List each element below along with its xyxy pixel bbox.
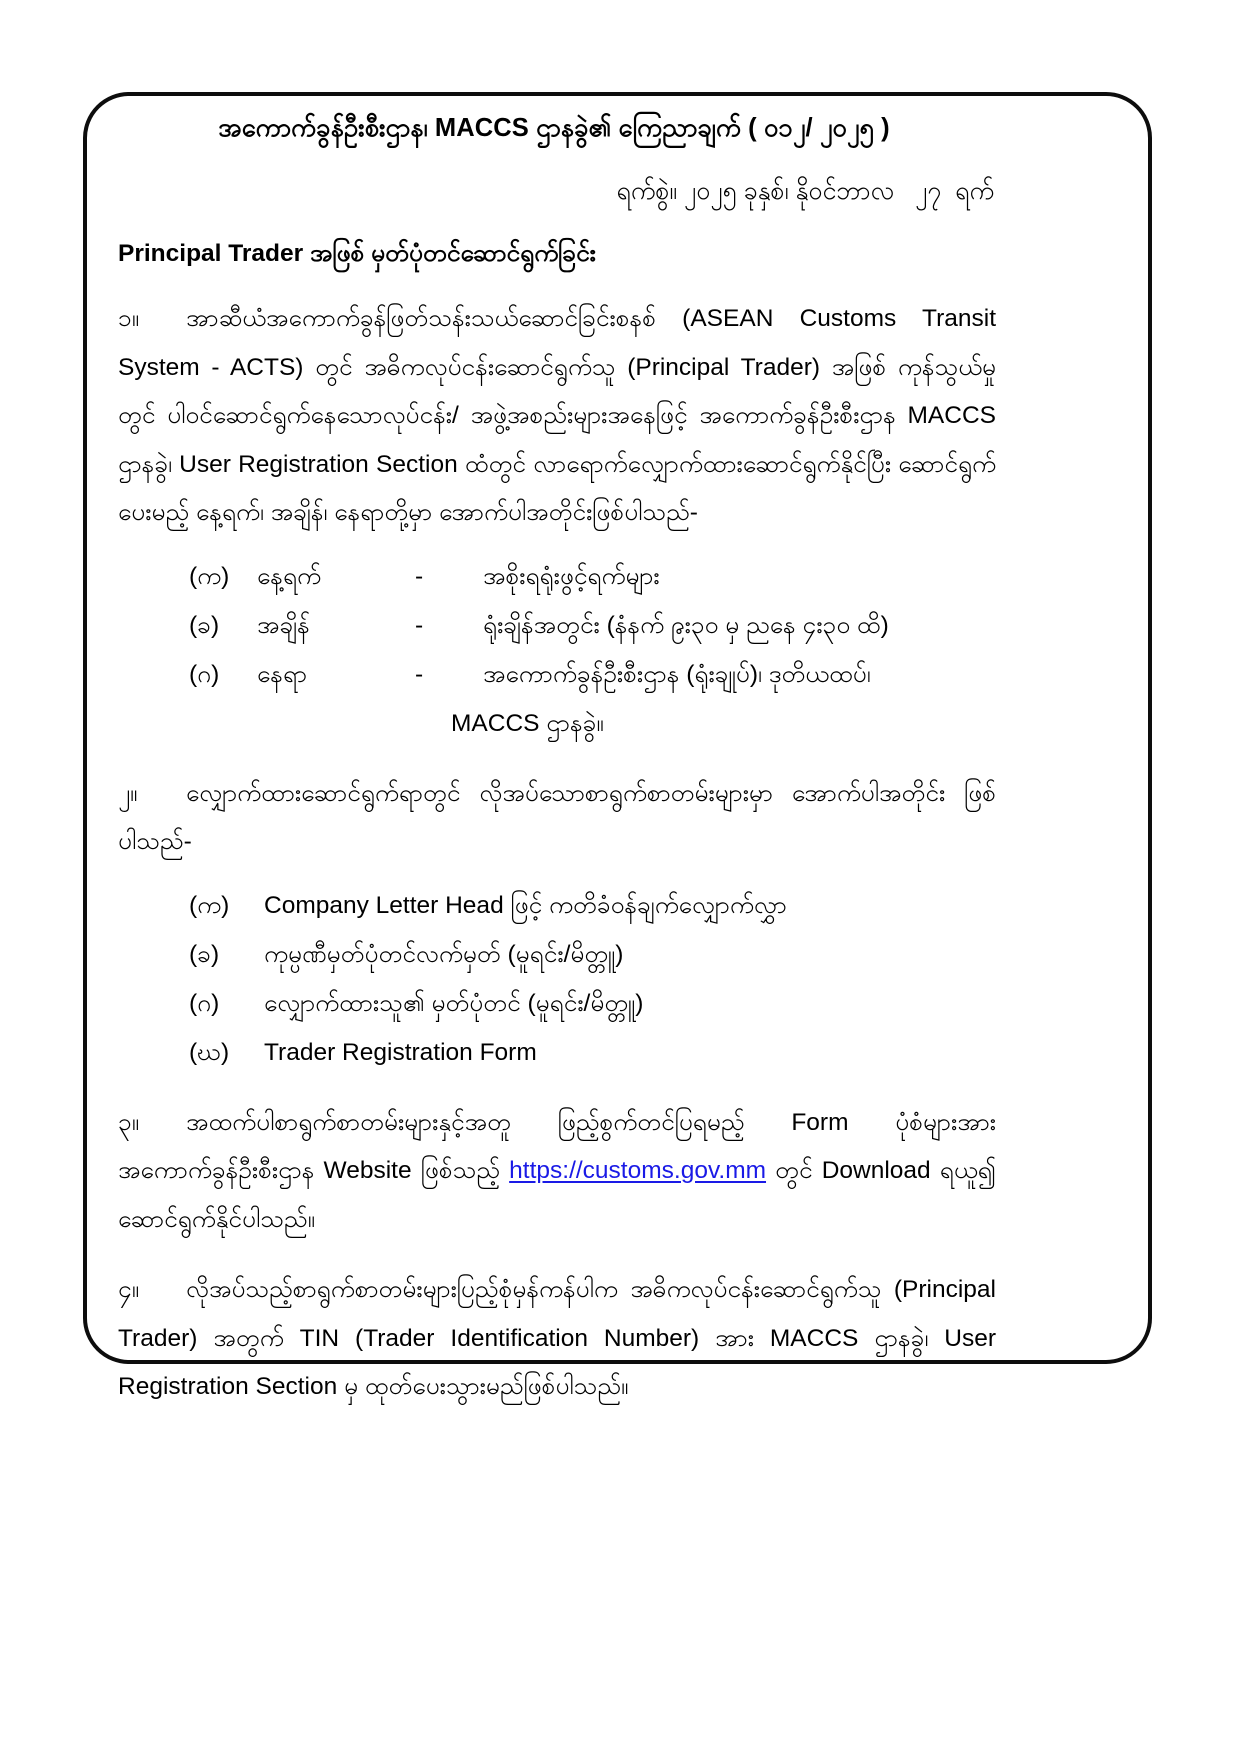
list-item-term: နေရာ xyxy=(257,660,308,688)
date-line: ရက်စွဲ။ ၂၀၂၅ ခုနှစ်၊ နိုဝင်ဘာလ ၂၇ ရက် xyxy=(616,176,994,205)
subject-heading: Principal Trader အဖြစ် မှတ်ပုံတင်ဆောင်ရွက်ခြင်း xyxy=(118,240,596,268)
list-item-value-continuation: MACCS ဌာနခွဲ။ xyxy=(451,709,604,737)
paragraph-3 xyxy=(118,1099,996,1245)
paragraph-4 xyxy=(118,1266,996,1412)
list-item-label: (ဂ) xyxy=(189,660,220,688)
list-item xyxy=(118,552,996,601)
list-item xyxy=(118,881,996,930)
list-item-value: Company Letter Head ဖြင့် ကတိခံဝန်ချက်လျှောက်လွှာ xyxy=(264,891,787,919)
paragraph-1 xyxy=(118,295,996,538)
paragraph-2 xyxy=(118,770,996,867)
list-item-value: အကောက်ခွန်ဦးစီးဌာန (ရုံးချုပ်)၊ ဒုတိယထပ်၊ xyxy=(483,660,871,688)
section-2-item-list xyxy=(118,881,996,1077)
list-item xyxy=(118,650,996,699)
paragraph-4-number: ၄။ xyxy=(118,1276,140,1304)
paragraph-3-text-before-link: အထက်ပါစာရွက်စာတမ်းများနှင့်အတူ ဖြည့်စွက်တင်ပြရမည့် Form ပုံစံများအား အကောက်ခွန်ဦးစီးဌာန Website ဖြစ်သည့် xyxy=(118,1108,996,1185)
list-item xyxy=(118,1028,996,1077)
list-item-term: နေ့ရက် xyxy=(257,562,322,590)
customs-website-link[interactable]: https://customs.gov.mm xyxy=(509,1157,767,1185)
paragraph-1-number: ၁။ xyxy=(118,305,140,333)
list-item-label: (ဃ) xyxy=(189,1038,230,1066)
paragraph-3-number: ၃။ xyxy=(118,1108,140,1136)
list-item xyxy=(118,930,996,979)
paragraph-2-number: ၂။ xyxy=(118,779,138,807)
list-item-value: Trader Registration Form xyxy=(264,1038,537,1066)
paragraph-1-text: အာဆီယံအကောက်ခွန်ဖြတ်သန်းသယ်ဆောင်ခြင်းစနစ် (ASEAN Customs Transit System - ACTS) တွင် အဓိကလုပ်ငန်းဆောင်ရွက်သူ (Principal Trader) အဖြစ် ကုန်သွယ်မှု တွင် ပါဝင်ဆောင်ရွက်နေသောလုပ်ငန်း/ အဖွဲ့အစည်းများအနေဖြင့် အကောက်ခွန်ဦးစီးဌာန MACCS ဌာနခွဲ၊ User Registration Section ထံတွင် လာရောက်လျှောက်ထားဆောင်ရွက်နိုင်ပြီး ဆောင်ရွက်ပေးမည့် နေ့ရက်၊ အချိန်၊ နေရာတို့မှာ အောက်ပါအတိုင်းဖြစ်ပါသည်- xyxy=(118,305,996,527)
list-item-label: (က) xyxy=(189,891,230,919)
paragraph-4-text: လိုအပ်သည့်စာရွက်စာတမ်းများပြည့်စုံမှန်ကန်ပါက အဓိကလုပ်ငန်းဆောင်ရွက်သူ (Principal Trader) အတွက် TIN (Trader Identification Number) အား MACCS ဌာနခွဲ၊ User Registration Section မှ ထုတ်ပေးသွားမည်ဖြစ်ပါသည်။ xyxy=(118,1276,996,1401)
document-body xyxy=(118,110,996,1412)
list-item-term: အချိန် xyxy=(257,611,310,639)
list-item-value: လျှောက်ထားသူ၏ မှတ်ပုံတင် (မူရင်း/မိတ္တူ) xyxy=(264,989,644,1017)
list-item-dash: - xyxy=(415,611,424,639)
list-item-label: (ခ) xyxy=(189,611,220,639)
list-item-dash: - xyxy=(415,660,424,688)
paragraph-2-text: လျှောက်ထားဆောင်ရွက်ရာတွင် လိုအပ်သောစာရွက်စာတမ်းများမှာ အောက်ပါအတိုင်း ဖြစ်ပါသည်- xyxy=(118,779,996,856)
list-item-label: (က) xyxy=(189,562,230,590)
list-item-value: အစိုးရရုံးဖွင့်ရက်များ xyxy=(483,562,660,590)
list-item xyxy=(118,601,996,650)
section-1-item-list xyxy=(118,552,996,699)
list-item-label: (ခ) xyxy=(189,940,220,968)
list-item-value: ရုံးချိန်အတွင်း (နံနက် ၉း၃၀ မှ ညနေ ၄း၃၀ ထိ) xyxy=(483,611,889,639)
list-item-dash: - xyxy=(415,562,424,590)
list-item-label: (ဂ) xyxy=(189,989,220,1017)
page-title: အကောက်ခွန်ဦးစီးဌာန၊ MACCS ဌာနခွဲ၏ ကြေညာချက် ( ၀၁၂/ ၂၀၂၅ ) xyxy=(218,114,890,142)
list-item xyxy=(118,979,996,1028)
paragraph-3-text-after-link: တွင် Download ရယူ၍ ဆောင်ရွက်နိုင်ပါသည်။ xyxy=(118,1157,996,1233)
list-item-value: ကုမ္ပဏီမှတ်ပုံတင်လက်မှတ် (မူရင်း/မိတ္တူ) xyxy=(264,940,624,968)
